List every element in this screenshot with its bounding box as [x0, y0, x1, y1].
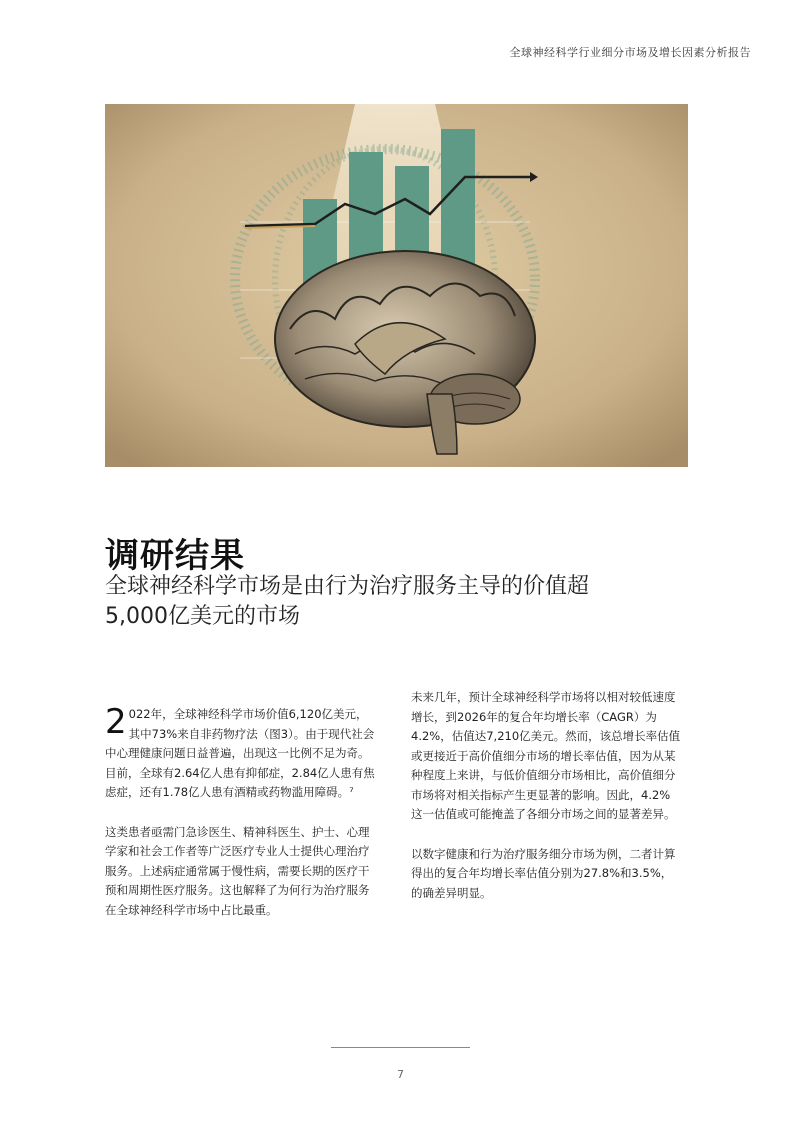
left-paragraph-2: 这类患者亟需门急诊医生、精神科医生、护士、心理学家和社会工作者等广泛医疗专业人士提供心理治疗服务。上述病症通常属于慢性病，需要长期的医疗干预和周期性医疗服务。这也解释了为何行为治疗服务在全球神经科学市场中占比最重。 — [105, 824, 370, 917]
page-number: 7 — [397, 1068, 404, 1081]
left-paragraph-1-text: 022年，全球神经科学市场价值6,120亿美元，其中73%来自非药物疗法（图3）。由于现代社会中心理健康问题日益普遍，出现这一比例不足为奇。目前，全球有2.64亿人患有抑郁症，2.84亿人患有焦虑症，还有1.78亿人患有酒精或药物滥用障碍。⁷ — [105, 707, 375, 799]
right-column — [411, 688, 681, 923]
section-title: 调研结果 — [105, 536, 245, 576]
footer-divider — [331, 1047, 470, 1048]
left-paragraph-1 — [105, 702, 375, 803]
right-paragraph-2: 以数字健康和行为治疗服务细分市场为例，二者计算得出的复合年均增长率估值分别为27.8%和3.5%，的确差异明显。 — [411, 846, 676, 900]
left-column — [105, 702, 375, 940]
running-header: 全球神经科学行业细分市场及增长因素分析报告 — [509, 46, 751, 59]
drop-cap: 2 — [105, 702, 127, 742]
hero-illustration — [105, 104, 688, 467]
right-paragraph-1: 未来几年，预计全球神经科学市场将以相对较低速度增长，到2026年的复合年均增长率（CAGR）为4.2%，估值达7,210亿美元。然而，该总增长率估值或更接近于高价值细分市场的增长率估值，因为从某种程度上来讲，与低价值细分市场相比，高价值细分市场将对相关指标产生更显著的影响。因此，4.2%这一估值或可能掩盖了各细分市场之间的显著差异。 — [411, 690, 681, 821]
section-subtitle: 全球神经科学市场是由行为治疗服务主导的价值超5,000亿美元的市场 — [105, 574, 590, 629]
